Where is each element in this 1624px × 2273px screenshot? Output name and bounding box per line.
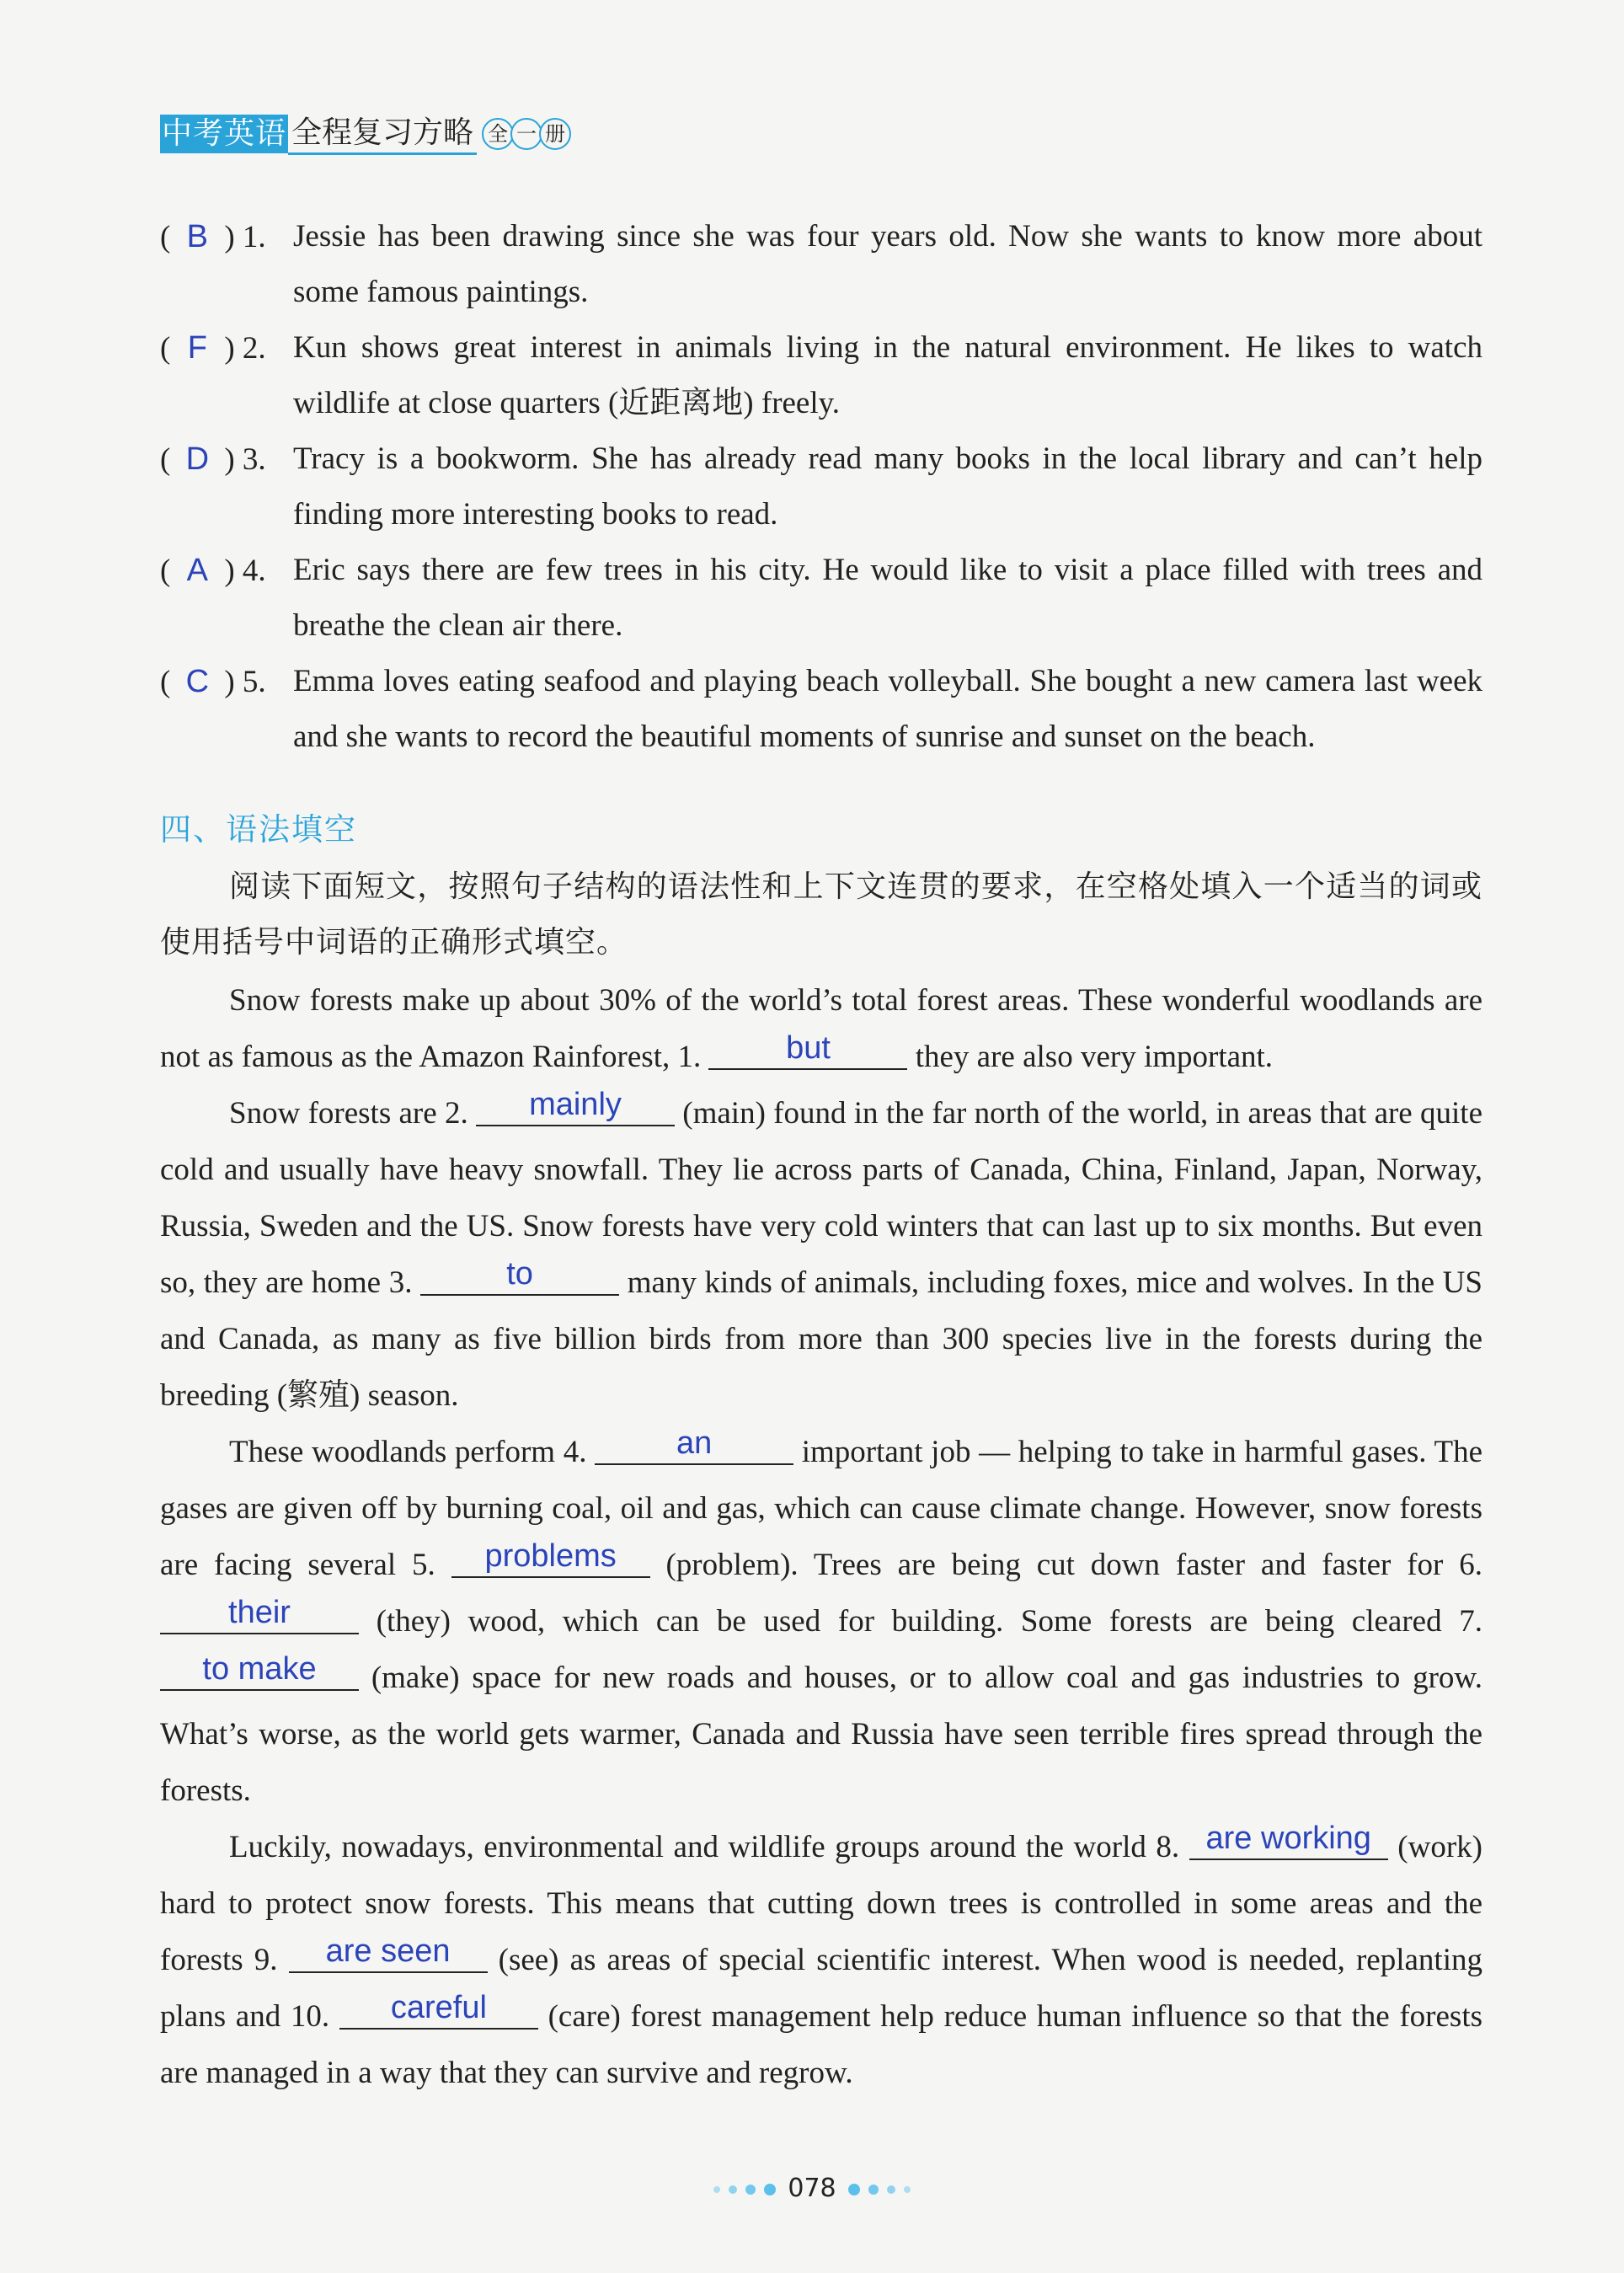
passage-text: (care) forest management help reduce human influence so that the forests are managed in a way that they can survive and regrow. — [160, 1999, 1482, 2090]
decor-dot — [745, 2185, 756, 2195]
decor-dot — [868, 2185, 879, 2195]
question-text: Tracy is a bookworm. She has already read many books in the local library and can’t help finding more interesting books to read. — [293, 441, 1482, 532]
answer-blank-5: problems — [451, 1536, 650, 1578]
passage-text: they are also very important. — [907, 1040, 1274, 1074]
answer-blank-6: their — [160, 1592, 359, 1634]
answer-bracket: ( B ) 1. — [160, 209, 293, 320]
question-number: 2. — [242, 331, 266, 366]
answer-blank-8: are working — [1189, 1818, 1388, 1860]
volume-char: 册 — [539, 118, 571, 150]
passage-text: (make) space for new roads and houses, or to allow coal and gas industries to grow. What’s worse, as the world gets warmer, Canada and Russia have seen terrible fires spread through the forests. — [160, 1661, 1482, 1808]
question-item — [160, 543, 1482, 654]
decor-dot — [764, 2184, 776, 2195]
volume-badge — [485, 118, 571, 150]
paragraph-3 — [160, 1424, 1482, 1819]
answer-blank-4: an — [595, 1423, 793, 1465]
passage-text: (see) as areas of special scientific interest. When wood is needed, replanting plans and 10. — [160, 1943, 1482, 2034]
volume-char: 一 — [510, 118, 542, 150]
book-header — [160, 113, 571, 155]
passage-text: These woodlands perform 4. — [229, 1435, 596, 1469]
question-number: 5. — [242, 665, 266, 699]
decor-dot — [713, 2186, 720, 2193]
answer-bracket: ( A ) 4. — [160, 543, 293, 654]
answer-letter: F — [187, 330, 207, 366]
volume-char: 全 — [482, 118, 514, 150]
decor-dot — [887, 2185, 895, 2194]
answer-letter: D — [185, 441, 210, 477]
answer-blank-7: to make — [160, 1649, 359, 1691]
question-text: Eric says there are few trees in his city. He would like to visit a place filled with trees and breathe the clean air there. — [293, 553, 1482, 643]
cloze-passage — [160, 972, 1482, 2101]
passage-text: (problem). Trees are being cut down faster and faster for 6. — [649, 1548, 1482, 1582]
question-number: 1. — [242, 220, 266, 254]
question-number: 4. — [242, 554, 266, 588]
page-number: 078 — [788, 2174, 836, 2203]
question-text: Jessie has been drawing since she was four years old. Now she wants to know more about some famous paintings. — [293, 219, 1482, 309]
question-item — [160, 320, 1482, 431]
page-footer — [0, 2174, 1624, 2203]
answer-letter: C — [185, 664, 210, 699]
answer-blank-2: mainly — [476, 1084, 675, 1126]
paragraph-4 — [160, 1819, 1482, 2101]
decor-dot — [904, 2186, 911, 2193]
book-title: 全程复习方略 — [288, 114, 477, 155]
series-label: 中考英语 — [160, 115, 288, 153]
question-text: Kun shows great interest in animals living in the natural environment. He likes to watch wildlife at close quarters (近距离地) freely. — [293, 330, 1482, 420]
passage-text: many kinds of animals, including foxes, mice and wolves. In the US and Canada, as many as five billion birds from more than 300 species live in the forests during the breeding (繁殖) season. — [160, 1265, 1482, 1413]
answer-bracket: ( D ) 3. — [160, 431, 293, 543]
passage-text: (work) hard to protect snow forests. This means that cutting down trees is controlled in some areas and the forests 9. — [160, 1830, 1482, 1977]
answer-letter: A — [186, 553, 208, 588]
answer-bracket: ( C ) 5. — [160, 654, 293, 765]
passage-text: (main) found in the far north of the world, in areas that are quite cold and usually have heavy snowfall. They lie across parts of Canada, China, Finland, Japan, Norway, Russia, Sweden and the US. Snow forests have very cold winters that can last up to six months. But even so, they are home 3. — [160, 1096, 1482, 1300]
question-item — [160, 431, 1482, 543]
passage-text: important job — helping to take in harmful gases. The gases are given off by burning coal, oil and gas, which can cause climate change. However, snow forests are facing several 5. — [160, 1435, 1482, 1582]
answer-blank-10: careful — [339, 1987, 538, 2030]
section-instruction: 阅读下面短文，按照句子结构的语法性和上下文连贯的要求，在空格处填入一个适当的词或使用括号中词语的正确形式填空。 — [160, 869, 1482, 960]
passage-text: (they) wood, which can be used for building. Some forests are being cleared 7. — [359, 1604, 1482, 1639]
answer-blank-9: are seen — [289, 1931, 488, 1973]
passage-text: Luckily, nowadays, environmental and wildlife groups around the world 8. — [229, 1830, 1189, 1864]
decor-dot — [848, 2184, 860, 2195]
answer-blank-1: but — [708, 1028, 907, 1070]
question-text: Emma loves eating seafood and playing beach volleyball. She bought a new camera last week and she wants to record the beautiful moments of sunrise and sunset on the beach. — [293, 664, 1482, 754]
answer-bracket: ( F ) 2. — [160, 320, 293, 431]
question-item — [160, 209, 1482, 320]
answer-blank-3: to — [420, 1254, 619, 1296]
decor-dot — [729, 2185, 737, 2194]
question-number: 3. — [242, 442, 266, 477]
question-item — [160, 654, 1482, 765]
passage-text: Snow forests make up about 30% of the world’s total forest areas. These wonderful woodlands are not as famous as the Amazon Rainforest, 1. — [160, 983, 1482, 1074]
matching-questions — [160, 209, 1482, 765]
paragraph-2 — [160, 1085, 1482, 1424]
section-title: 四、语法填空 — [160, 811, 357, 848]
paragraph-1 — [160, 972, 1482, 1085]
answer-letter: B — [186, 219, 208, 254]
passage-text: Snow forests are 2. — [229, 1096, 476, 1131]
